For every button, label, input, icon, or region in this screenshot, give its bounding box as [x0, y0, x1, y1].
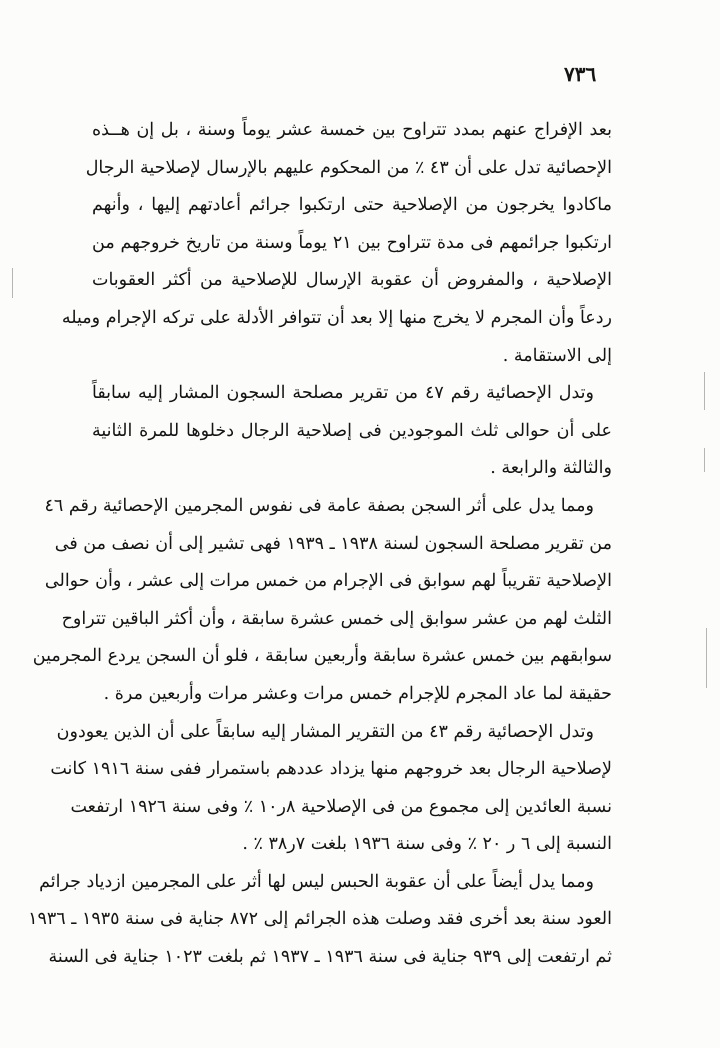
text-line: ومما يدل أيضاً على أن عقوبة الحبس ليس لها أثر على المجرمين ازدياد جرائم [39, 871, 594, 892]
scan-margin-mark [704, 372, 705, 410]
text-line: لإصلاحية الرجال بعد خروجهم منها يزداد عددهم باستمرار ففى سنة ١٩١٦ كانت [50, 759, 612, 780]
text-line: الإحصائية تدل على أن ٤٣ ٪ من المحكوم عليهم بالإرسال لإصلاحية الرجال [85, 157, 612, 178]
text-line: الثلث لهم من عشر سوابق إلى خمس عشرة سابقة ، وأن أكثر الباقين تتراوح [61, 608, 612, 629]
body-text [28, 112, 613, 977]
scan-margin-mark [706, 628, 707, 688]
text-line: وتدل الإحصائية رقم ٤٣ من التقرير المشار إليه سابقاً على أن الذين يعودون [56, 721, 594, 742]
text-line: ثم ارتفعت إلى ٩٣٩ جناية فى سنة ١٩٣٦ ـ ١٩٣٧ ثم بلغت ١٠٢٣ جناية فى السنة [48, 947, 612, 968]
text-line: بعد الإفراج عنهم بمدد تتراوح بين خمسة عشر يوماً وسنة ، بل إن هــذه [92, 120, 612, 140]
text-line: من تقرير مصلحة السجون لسنة ١٩٣٨ ـ ١٩٣٩ فهى تشير إلى أن نصف من فى [54, 533, 612, 554]
text-line: الإصلاحية تقريباً لهم سوابق فى الإجرام من خمس مرات إلى عشر ، وأن حوالى [44, 571, 612, 592]
text-line: الإصلاحية ، والمفروض أن عقوبة الإرسال للإصلاحية من أكثر العقوبات [92, 270, 612, 291]
text-line: إلى الاستقامة . [502, 345, 612, 366]
text-line: ماكادوا يخرجون من الإصلاحية حتى ارتكبوا جرائم أعادتهم إليها ، وأنهم [92, 195, 612, 216]
text-line: النسبة إلى ٦ ر ٢٠ ٪ وفى سنة ١٩٣٦ بلغت ٧ر٣٨ ٪ . [242, 834, 612, 855]
text-line: نسبة العائدين إلى مجموع من فى الإصلاحية ٨ر١٠ ٪ وفى سنة ١٩٢٦ ارتفعت [70, 796, 612, 817]
scan-margin-mark [704, 448, 705, 472]
text-line: والثالثة والرابعة . [490, 458, 612, 479]
scan-margin-mark [12, 268, 13, 298]
text-line: ومما يدل على أثر السجن بصفة عامة فى نفوس المجرمين الإحصائية رقم ٤٦ [44, 495, 594, 516]
text-line: العود سنة بعد أخرى فقد وصلت هذه الجرائم إلى ٨٧٢ جناية فى سنة ١٩٣٥ ـ ١٩٣٦ [28, 909, 612, 930]
text-line: سوابقهم بين خمس عشرة سابقة وأربعين سابقة ، فلو أن السجن يردع المجرمين [32, 646, 612, 667]
text-line: ارتكبوا جرائمهم فى مدة تتراوح بين ٢١ يوماً وسنة من تاريخ خروجهم من [92, 232, 613, 253]
text-line: على أن حوالى ثلث الموجودين فى إصلاحية الرجال دخلوها للمرة الثانية [92, 420, 612, 441]
text-line: ردعاً وأن المجرم لا يخرج منها إلا بعد أن تتوافر الأدلة على تركه الإجرام وميله [61, 307, 612, 328]
page-number: ٧٣٦ [564, 62, 597, 86]
text-line: حقيقة لما عاد المجرم للإجرام خمس مرات وعشر مرات وأربعين مرة . [103, 683, 612, 704]
text-line: وتدل الإحصائية رقم ٤٧ من تقرير مصلحة السجون المشار إليه سابقاً [92, 383, 595, 404]
